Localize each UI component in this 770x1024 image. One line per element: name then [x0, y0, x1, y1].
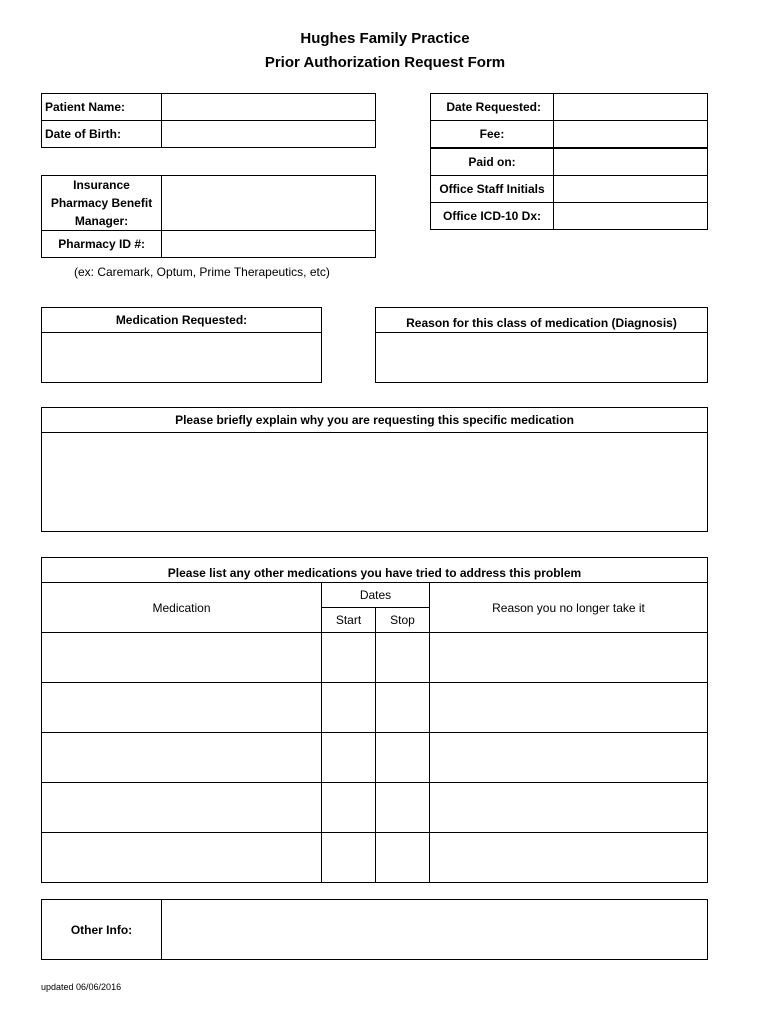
med-row-2-reason-input[interactable] [430, 683, 707, 732]
pharmacy-id-field[interactable] [161, 230, 376, 258]
med-row-4-stop-cell[interactable] [375, 782, 430, 833]
fee-label: Fee: [430, 120, 554, 148]
med-row-5-stop-input[interactable] [376, 833, 429, 882]
med-row-1-start-input[interactable] [322, 633, 375, 682]
icd10-input[interactable] [554, 203, 707, 229]
col-reason-header: Reason you no longer take it [429, 582, 708, 633]
staff-initials-field[interactable] [553, 175, 708, 203]
form-title: Prior Authorization Request Form [264, 54, 506, 71]
diagnosis-reason-input[interactable] [376, 333, 707, 382]
date-requested-input[interactable] [554, 94, 707, 120]
other-info-field[interactable] [161, 899, 708, 960]
med-row-3-reason-input[interactable] [430, 733, 707, 782]
insurance-label-line2: Pharmacy Benefit [50, 196, 153, 210]
explanation-field[interactable] [41, 432, 708, 532]
dob-field[interactable] [161, 120, 376, 148]
pbm-example-text: (ex: Caremark, Optum, Prime Therapeutics, etc) [74, 265, 330, 279]
col-start-header: Start [321, 607, 376, 633]
med-row-2-start-input[interactable] [322, 683, 375, 732]
staff-initials-input[interactable] [554, 176, 707, 202]
med-row-2-stop-input[interactable] [376, 683, 429, 732]
col-dates-header: Dates [321, 582, 430, 608]
med-row-4-reason-input[interactable] [430, 783, 707, 832]
insurance-pbm-field[interactable] [161, 175, 376, 231]
med-row-2-stop-cell[interactable] [375, 682, 430, 733]
med-row-3-stop-input[interactable] [376, 733, 429, 782]
patient-name-field[interactable] [161, 93, 376, 121]
pharmacy-id-input[interactable] [162, 231, 375, 257]
med-row-4-medication-input[interactable] [42, 783, 321, 832]
insurance-pbm-input[interactable] [162, 176, 375, 230]
insurance-pbm-label [41, 175, 162, 231]
updated-date: updated 06/06/2016 [41, 982, 122, 992]
med-row-3-reason-cell[interactable] [429, 732, 708, 783]
med-row-4-start-cell[interactable] [321, 782, 376, 833]
med-row-1-stop-cell[interactable] [375, 632, 430, 683]
med-row-2-reason-cell[interactable] [429, 682, 708, 733]
med-row-5-stop-cell[interactable] [375, 832, 430, 883]
med-row-3-start-input[interactable] [322, 733, 375, 782]
med-row-3-stop-cell[interactable] [375, 732, 430, 783]
dob-input[interactable] [162, 121, 375, 147]
med-row-2-medication-cell[interactable] [41, 682, 322, 733]
med-row-5-medication-input[interactable] [42, 833, 321, 882]
diagnosis-reason-label: Reason for this class of medication (Diagnosis) [375, 307, 708, 333]
explanation-label: Please briefly explain why you are requesting this specific medication [41, 407, 708, 433]
fee-input[interactable] [554, 121, 707, 147]
col-medication-header: Medication [41, 582, 322, 633]
insurance-label-line1: Insurance [73, 178, 130, 192]
fee-field[interactable] [553, 120, 708, 148]
date-requested-field[interactable] [553, 93, 708, 121]
medication-requested-label: Medication Requested: [41, 307, 322, 333]
med-row-5-start-input[interactable] [322, 833, 375, 882]
paid-on-input[interactable] [554, 149, 707, 175]
med-row-5-reason-cell[interactable] [429, 832, 708, 883]
med-row-4-stop-input[interactable] [376, 783, 429, 832]
pharmacy-id-label: Pharmacy ID #: [41, 230, 162, 258]
med-row-2-start-cell[interactable] [321, 682, 376, 733]
dob-label: Date of Birth: [41, 120, 162, 148]
medication-requested-field[interactable] [41, 332, 322, 383]
icd10-label: Office ICD-10 Dx: [430, 202, 554, 230]
other-info-label: Other Info: [41, 899, 162, 960]
patient-name-input[interactable] [162, 94, 375, 120]
med-row-4-medication-cell[interactable] [41, 782, 322, 833]
med-row-1-reason-cell[interactable] [429, 632, 708, 683]
date-requested-label: Date Requested: [430, 93, 554, 121]
med-row-5-reason-input[interactable] [430, 833, 707, 882]
med-row-3-medication-cell[interactable] [41, 732, 322, 783]
med-row-5-medication-cell[interactable] [41, 832, 322, 883]
med-row-1-medication-input[interactable] [42, 633, 321, 682]
other-meds-title: Please list any other medications you have tried to address this problem [41, 557, 708, 583]
medication-requested-input[interactable] [42, 333, 321, 382]
med-row-5-start-cell[interactable] [321, 832, 376, 883]
practice-name: Hughes Family Practice [300, 30, 470, 47]
icd10-field[interactable] [553, 202, 708, 230]
med-row-3-medication-input[interactable] [42, 733, 321, 782]
patient-name-label: Patient Name: [41, 93, 162, 121]
med-row-1-medication-cell[interactable] [41, 632, 322, 683]
paid-on-label: Paid on: [430, 148, 554, 176]
med-row-4-start-input[interactable] [322, 783, 375, 832]
paid-on-field[interactable] [553, 148, 708, 176]
med-row-1-stop-input[interactable] [376, 633, 429, 682]
med-row-1-start-cell[interactable] [321, 632, 376, 683]
other-info-input[interactable] [162, 900, 707, 959]
diagnosis-reason-field[interactable] [375, 332, 708, 383]
insurance-label-line3: Manager: [74, 214, 129, 228]
col-stop-header: Stop [375, 607, 430, 633]
med-row-4-reason-cell[interactable] [429, 782, 708, 833]
med-row-2-medication-input[interactable] [42, 683, 321, 732]
med-row-3-start-cell[interactable] [321, 732, 376, 783]
staff-initials-label: Office Staff Initials [430, 175, 554, 203]
explanation-input[interactable] [42, 433, 707, 531]
med-row-1-reason-input[interactable] [430, 633, 707, 682]
